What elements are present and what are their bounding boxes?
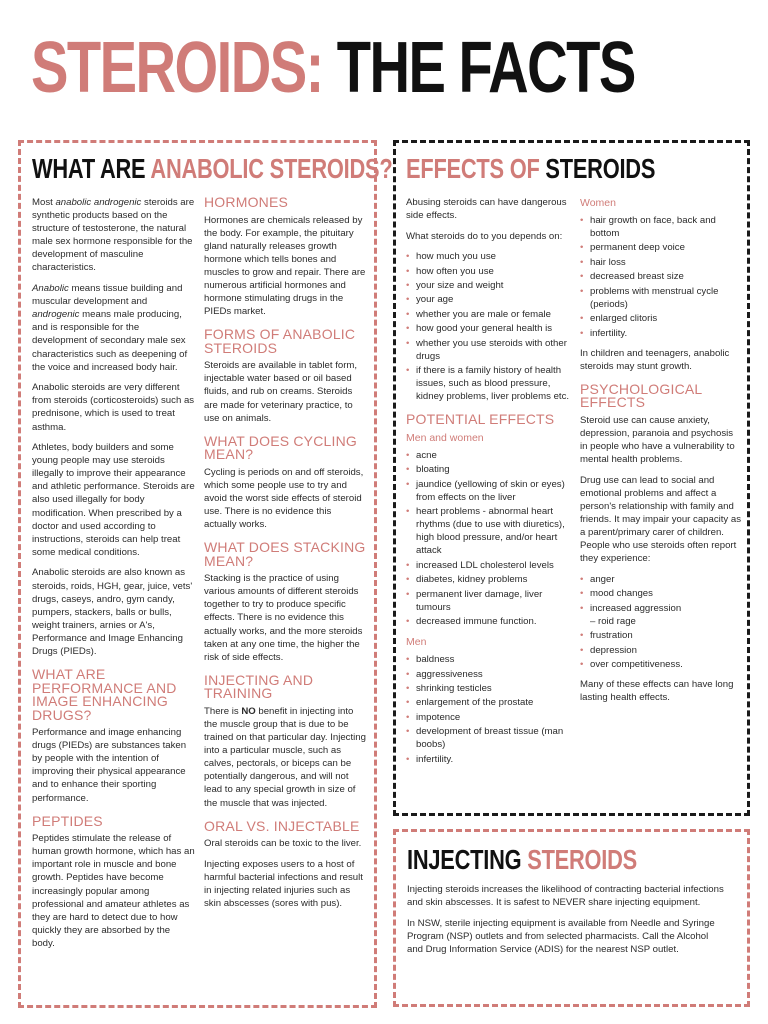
pieds-heading: WHAT ARE PERFORMANCE AND IMAGE ENHANCING DRUGS?	[32, 666, 177, 723]
list-item: • whether you are male or female	[406, 308, 571, 321]
effects-section	[393, 140, 750, 816]
effects-left-column	[406, 196, 571, 773]
list-item: • permanent liver damage, liver tumours	[406, 588, 571, 614]
list-item: • jaundice (yellowing of skin or eyes) from effects on the liver	[406, 478, 571, 504]
men-women-heading: Men and women	[406, 431, 484, 444]
anabolic-steroids-section	[18, 140, 393, 1008]
paragraph: Steroids are available in tablet form, injectable water based or oil based fluids, and rub on creams. Steroids are made for veterinary practice, to use on animals.	[204, 360, 358, 424]
potential-effects-heading: POTENTIAL EFFECTS	[406, 411, 555, 428]
anabolic-right-column	[204, 196, 366, 918]
list-item: • development of breast tissue (man boobs)	[406, 725, 571, 751]
paragraph: Athletes, body builders and some young people may use steroids illegally to improve their appearance and athletic performance. Steroids are also used illegally for body modification. When prescribed by a doctor and used according to instructions, steroids can help treat some medical conditions.	[32, 442, 195, 558]
list-item: • heart problems - abnormal heart rhythms (due to use with diuretics), high blood pressure, and/or heart attack	[406, 505, 571, 557]
paragraph: Hormones are chemicals released by the body. For example, the pituitary gland naturally releases growth hormone which tells bones and muscles to grow and repair. There are numerous artificial hormones and hormone stimulating drugs in the PIEDs market.	[204, 214, 366, 318]
list-item: • your age	[406, 293, 571, 306]
page-title-part1: STEROIDS:	[31, 28, 323, 108]
paragraph: Injecting steroids increases the likelihood of contracting bacterial infections and skin abscesses. It is safest to NEVER share injecting equipment.	[407, 884, 724, 909]
page-title-part2: THE FACTS	[336, 28, 635, 108]
list-item: • hair growth on face, back and bottom	[580, 214, 742, 240]
list-item: • aggressiveness	[406, 668, 571, 681]
paragraph: Anabolic steroids are also known as steroids, roids, HGH, gear, juice, vets' drugs, caseys, andro, gym candy, pumpers, stackers, balls or bulls, weight trainers, arnies or A's, Performance and Image Enhancing Drugs (PIEDs).	[32, 567, 193, 657]
paragraph: In NSW, sterile injecting equipment is available from Needle and Syringe Program (NSP) outlets and from selected pharmacists. Call the Alcohol and Drug Information Service (ADIS) for the nearest NSP outlet.	[407, 917, 715, 955]
roid-rage-note: – roid rage	[590, 616, 636, 628]
peptides-heading: PEPTIDES	[32, 812, 103, 829]
paragraph: Anabolic means tissue building and muscular development and androgenic means male producing, and is responsible for the development of secondary male sex characteristics such as deepening of the voice and increased body hair.	[32, 283, 188, 373]
men-women-list	[406, 449, 571, 628]
effects-right-column	[580, 196, 742, 712]
list-item: • how much you use	[406, 250, 571, 263]
list-item: • acne	[406, 449, 571, 462]
injecting-text	[407, 883, 725, 963]
paragraph: Cycling is periods on and off steroids, which some people use to try and avoid the worst side effects of steroid use. There is no evidence this actually works.	[204, 466, 364, 531]
paragraph: Many of these effects can have long lasting health effects.	[580, 679, 734, 704]
list-item: • baldness	[406, 653, 571, 666]
men-heading: Men	[406, 636, 427, 649]
paragraph: Peptides stimulate the release of human growth hormone, which has an important role in muscle and bone growth. Peptides have become increasingly popular among professional and amateur athletes as they are hard to detect due to how quickly they are absorbed by the body.	[32, 833, 195, 949]
list-item: • impotence	[406, 711, 571, 724]
stacking-heading: WHAT DOES STACKING MEAN?	[204, 539, 366, 569]
list-item: • diabetes, kidney problems	[406, 573, 571, 586]
list-item: • infertility.	[406, 753, 571, 766]
list-item: • decreased breast size	[580, 270, 742, 283]
women-heading: Women	[580, 197, 616, 209]
anabolic-left-column	[32, 196, 195, 958]
list-item: • shrinking testicles	[406, 682, 571, 695]
list-item: • infertility.	[580, 327, 742, 340]
paragraph: What steroids do to you depends on:	[406, 230, 563, 242]
injecting-steroids-section	[393, 829, 750, 1007]
list-item: • your size and weight	[406, 279, 571, 292]
oral-injectable-heading: ORAL VS. INJECTABLE	[204, 817, 360, 834]
effects-section-title: EFFECTS OF STEROIDS	[406, 153, 656, 184]
list-item: • permanent deep voice	[580, 241, 742, 254]
paragraph: Anabolic steroids are very different from steroids (corticosteroids) such as prednisone, which is used to treat asthma.	[32, 382, 195, 433]
list-item: • mood changes	[580, 587, 742, 600]
list-item: • enlargement of the prostate	[406, 696, 571, 709]
cycling-heading: WHAT DOES CYCLING MEAN?	[204, 432, 358, 463]
list-item: • decreased immune function.	[406, 615, 571, 628]
list-item: • anger	[580, 573, 742, 586]
psychological-list	[580, 573, 742, 671]
list-item: • if there is a family history of health issues, such as blood pressure, kidney problems, liver problems etc.	[406, 364, 571, 403]
page-title	[31, 28, 635, 108]
injecting-section-title: INJECTING STEROIDS	[407, 844, 638, 875]
depends-list	[406, 250, 571, 403]
list-item: • whether you use steroids with other drugs	[406, 337, 571, 363]
paragraph: Abusing steroids can have dangerous side effects.	[406, 197, 567, 222]
paragraph: Drug use can lead to social and emotional problems and affect a person's relationship with family and friends. It may impair your capacity as a parent/primary carer of children. People who use steroids often report they experience:	[580, 474, 742, 565]
women-list	[580, 214, 742, 340]
forms-heading: FORMS OF ANABOLIC STEROIDS	[204, 326, 356, 356]
anabolic-section-title: WHAT ARE ANABOLIC STEROIDS?	[32, 153, 393, 184]
list-item: • enlarged clitoris	[580, 312, 742, 325]
list-item: • increased aggression	[580, 602, 742, 615]
injecting-training-heading: INJECTING AND TRAINING	[204, 671, 314, 702]
paragraph: Most anabolic androgenic steroids are synthetic products based on the structure of testosterone, the natural male sex hormone responsible for the development of masculine characteristics.	[32, 197, 195, 274]
paragraph: Stacking is the practice of using various amounts of different steroids together to try to produce specific effects. There is no evidence this actually works, and the more steroids taken at any one time, the higher the risk of side effects.	[204, 573, 363, 663]
paragraph: There is NO benefit in injecting into the muscle group that is due to be trained on that particular day. Injecting into a particular muscle, such as calves, pectorals, or biceps can be potentially dangerous, and will not lead to any special growth in size of the muscle that was injected.	[204, 705, 366, 809]
psychological-effects-heading: PSYCHOLOGICAL EFFECTS	[580, 380, 702, 411]
list-item: • hair loss	[580, 256, 742, 269]
list-item: • over competitiveness.	[580, 658, 742, 671]
list-item: • how good your general health is	[406, 322, 571, 335]
list-item: • frustration	[580, 629, 742, 642]
list-item: • problems with menstrual cycle (periods)	[580, 285, 742, 311]
list-item: • how often you use	[406, 265, 571, 278]
list-item: • increased LDL cholesterol levels	[406, 559, 571, 572]
paragraph: Steroid use can cause anxiety, depression, paranoia and psychosis in people who have a vulnerability to mental health problems.	[580, 414, 735, 466]
list-item: • bloating	[406, 463, 571, 476]
hormones-heading: HORMONES	[204, 194, 289, 210]
paragraph: Oral steroids can be toxic to the liver.	[204, 838, 362, 850]
paragraph: Injecting exposes users to a host of harmful bacterial infections and result in injecting related injuries such as skin abscesses (sores with pus).	[204, 858, 363, 909]
men-list	[406, 653, 571, 766]
paragraph: In children and teenagers, anabolic steroids may stunt growth.	[580, 347, 730, 372]
list-item: • depression	[580, 644, 742, 657]
paragraph: Performance and image enhancing drugs (PIEDs) are substances taken by people with the intention of improving their physical appearance and to enhance their sporting performance.	[32, 727, 187, 804]
